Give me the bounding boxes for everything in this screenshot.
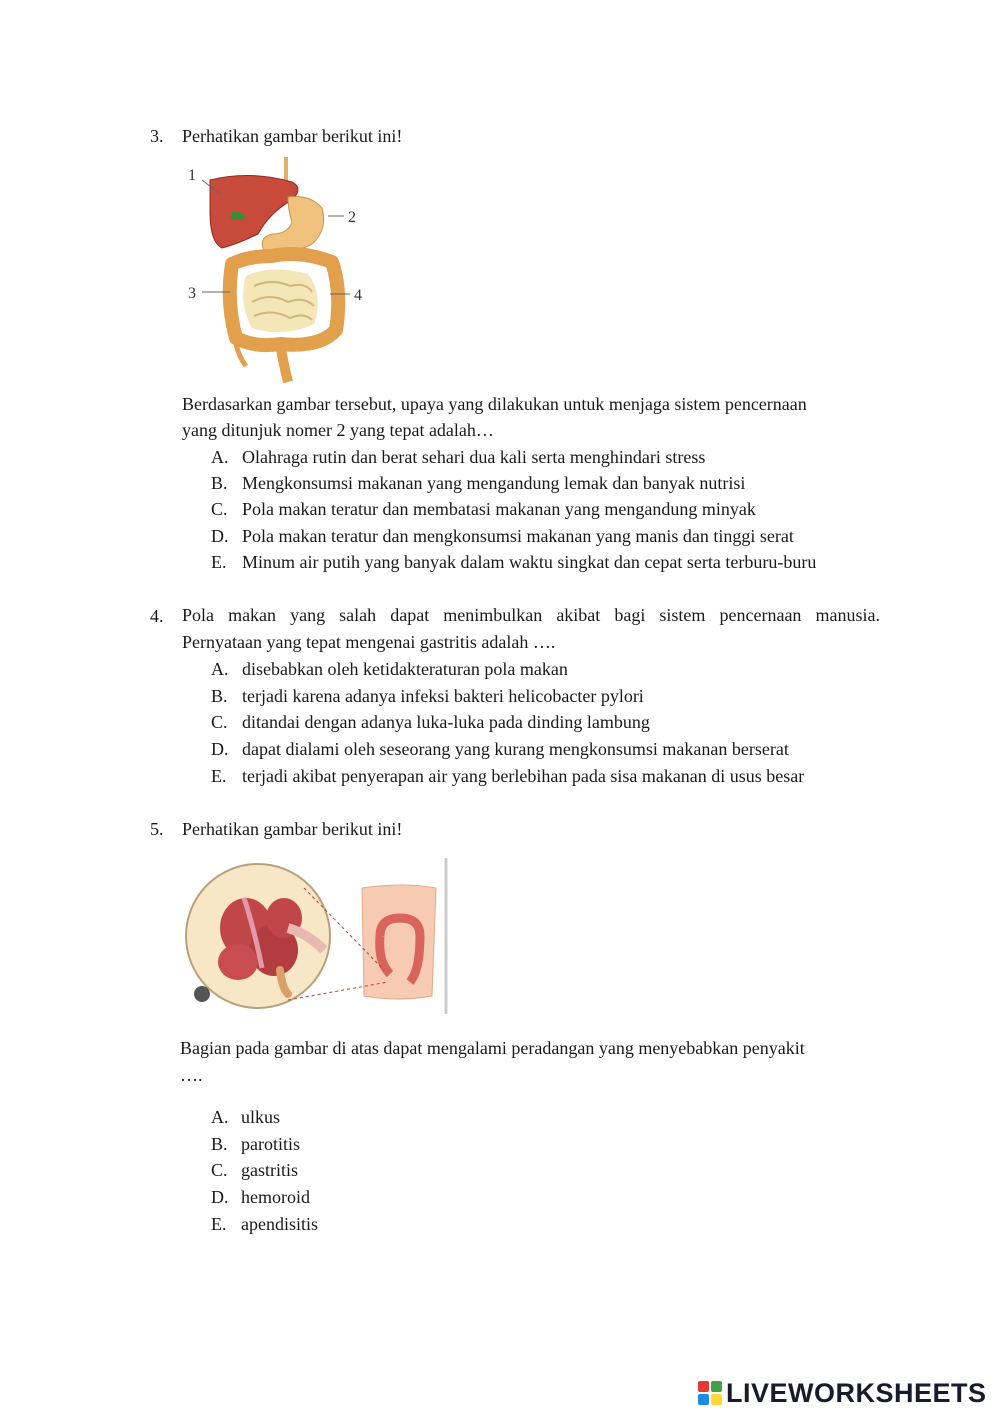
option-text[interactable]: dapat dialami oleh seseorang yang kurang mengkonsumsi makanan berserat — [242, 739, 789, 759]
option-letter: E. — [211, 766, 227, 786]
appendix-figure — [184, 858, 449, 1014]
option-letter: A. — [211, 1107, 229, 1127]
question-3-stem-line-1: Berdasarkan gambar tersebut, upaya yang dilakukan untuk menjaga sistem pencernaan — [182, 394, 807, 414]
option-letter: D. — [211, 739, 229, 759]
question-5-prompt: Perhatikan gambar berikut ini! — [182, 819, 403, 839]
option-letter: E. — [211, 552, 227, 572]
figure-label-3: 3 — [188, 285, 196, 302]
option-letter: C. — [211, 499, 228, 519]
option-letter: D. — [211, 526, 229, 546]
option-text[interactable]: Pola makan teratur dan mengkonsumsi makanan yang manis dan tinggi serat — [242, 526, 794, 546]
question-5-stem-line-1: Bagian pada gambar di atas dapat mengalami peradangan yang menyebabkan penyakit — [180, 1038, 805, 1058]
option-text[interactable]: Mengkonsumsi makanan yang mengandung lemak dan banyak nutrisi — [242, 473, 746, 493]
option-letter: C. — [211, 1160, 228, 1180]
option-text[interactable]: ulkus — [241, 1107, 281, 1127]
option-text[interactable]: terjadi akibat penyerapan air yang berlebihan pada sisa makanan di usus besar — [242, 766, 805, 786]
question-3-stem-line-2: yang ditunjuk nomer 2 yang tepat adalah… — [182, 420, 494, 440]
option-letter: B. — [211, 1134, 228, 1154]
option-letter: A. — [211, 659, 229, 679]
digestive-system-figure — [180, 152, 380, 387]
option-letter: E. — [211, 1214, 227, 1234]
option-letter: D. — [211, 1187, 229, 1207]
question-5-number: 5. — [150, 819, 164, 839]
option-letter: A. — [211, 447, 229, 467]
option-text[interactable]: hemoroid — [241, 1187, 310, 1207]
question-5-stem-line-2: …. — [180, 1065, 203, 1085]
question-3-prompt: Perhatikan gambar berikut ini! — [182, 126, 403, 146]
logo-grid-icon — [698, 1381, 722, 1405]
option-text[interactable]: gastritis — [241, 1160, 298, 1180]
liveworksheets-logo[interactable] — [698, 1378, 987, 1408]
option-text[interactable]: parotitis — [241, 1134, 300, 1154]
option-text[interactable]: ditandai dengan adanya luka-luka pada dinding lambung — [242, 712, 650, 732]
logo-text: LIVEWORKSHEETS — [726, 1377, 987, 1408]
figure-label-2: 2 — [348, 209, 356, 226]
option-text[interactable]: terjadi karena adanya infeksi bakteri helicobacter pylori — [242, 686, 644, 706]
option-text[interactable]: disebabkan oleh ketidakteraturan pola makan — [242, 659, 568, 679]
option-letter: B. — [211, 473, 228, 493]
figure-label-1: 1 — [188, 167, 196, 184]
option-text[interactable]: Pola makan teratur dan membatasi makanan yang mengandung minyak — [242, 499, 756, 519]
option-text[interactable]: Minum air putih yang banyak dalam waktu singkat dan cepat serta terburu-buru — [242, 552, 817, 572]
option-letter: C. — [211, 712, 228, 732]
figure-label-4: 4 — [354, 287, 362, 304]
option-text[interactable]: Olahraga rutin dan berat sehari dua kali serta menghindari stress — [242, 447, 706, 467]
question-4-number: 4. — [150, 606, 164, 626]
question-4-stem-line-1: Pola makan yang salah dapat menimbulkan akibat bagi sistem pencernaan manusia. — [182, 605, 880, 625]
question-3-number: 3. — [150, 126, 164, 146]
option-text[interactable]: apendisitis — [241, 1214, 318, 1234]
option-letter: B. — [211, 686, 228, 706]
question-4-stem-line-2: Pernyataan yang tepat mengenai gastritis adalah …. — [182, 632, 556, 652]
